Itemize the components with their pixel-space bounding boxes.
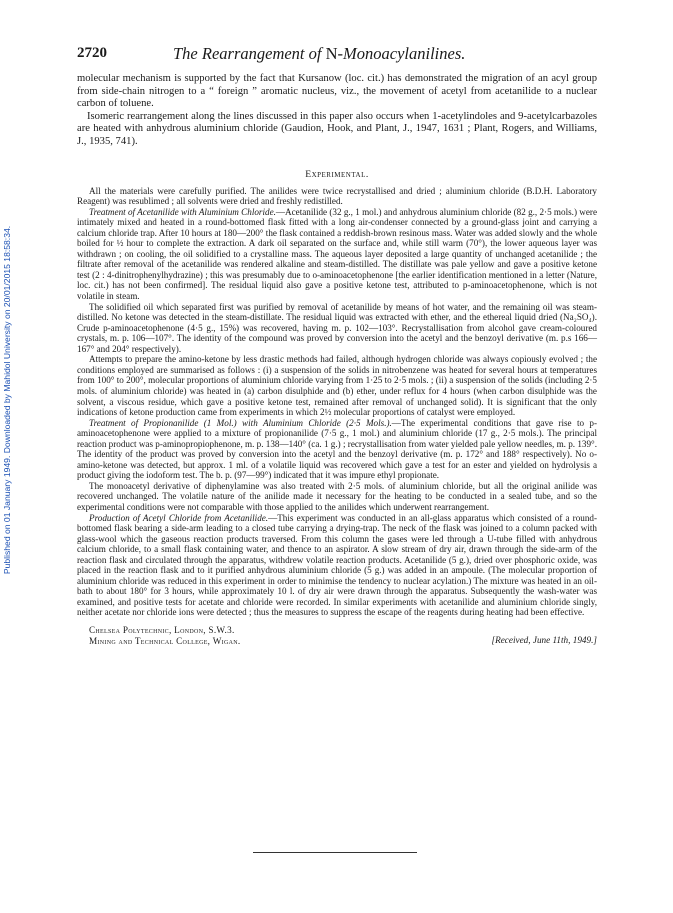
download-watermark bbox=[1, 140, 13, 660]
experimental-paragraph-1: All the materials were carefully purified. The anilides were twice recrystallised and dried ; aluminium chloride (B.D.H. Laboratory Reagent) was resublimed ; all solvents were dried and freshly redistilled. bbox=[77, 185, 597, 207]
experimental-paragraph-5 bbox=[77, 418, 597, 481]
affiliation-line-1: Chelsea Polytechnic, London, S.W.3. bbox=[89, 624, 235, 635]
running-title-part2: N bbox=[325, 44, 338, 63]
experimental-paragraph-3: The solidified oil which separated first was purified by removal of acetanilide by means of hot water, and the remaining oil was steam-distilled. No ketone was detected in the steam-distillate. The residual liquid was extracted with ether, and the ethereal liquid dried (Na₂SO₄). Crude p-aminoacetophenone (4·5 g., 15%) was recovered, having m. p. 102—103°. Recrystallisation from alcohol gave cream-coloured crystals, m. p. 106—107°. The identity of the compound was proved by conversion into the acetyl and the benzoyl derivative (m. p.s 166—167° and 204° respectively). bbox=[77, 301, 597, 354]
page-header bbox=[77, 45, 597, 65]
experimental-paragraph-2 bbox=[77, 207, 597, 302]
intro-paragraph-2: Isomeric rearrangement along the lines discussed in this paper also occurs when 1-acetylindoles and 9-acetylcarbazoles are heated with anhydrous aluminium chloride (Gaudion, Hook, and Plant, J., 1947, 1631 ; Plant, Rogers, and Williams, J., 1935, 741). bbox=[77, 110, 597, 147]
page-number: 2720 bbox=[77, 45, 107, 61]
received-date: [Received, June 11th, 1949.] bbox=[491, 634, 597, 645]
experimental-paragraph-2-lead: Treatment of Acetanilide with Aluminium Chloride. bbox=[89, 206, 276, 217]
article-footer bbox=[77, 625, 597, 649]
experimental-paragraph-2-text: —Acetanilide (32 g., 1 mol.) and anhydrous aluminium chloride (82 g., 2·5 mols.) were intimately mixed and heated in a round-bottomed flask fitted with a long air-condenser connected by a ground-glass joint and carrying a calcium chloride trap. After 10 hours at 180—200° the flask contained a reddish-brown resinous mass. Water was added slowly and the whole boiled for ½ hour to complete the extraction. A dark oil separated on the surface and, while still warm (70°), the lower aqueous layer was withdrawn ; on cooling, the oil solidified to a crystalline mass. The aqueous layer deposited a large quantity of unchanged acetanilide ; the filtrate after removal of the acetanilide was rendered alkaline and steam-distilled. The distillate was pale yellow and gave a positive ketone test (2 : 4-dinitrophenylhydrazine) ; this was presumably due to o-aminoacetophenone [the earlier identification mentioned in a letter (Nature, loc. cit.) has not been confirmed]. The residual liquid also gave a positive ketone test, attributed to p-aminoacetophenone, which is not volatile in steam. bbox=[77, 206, 598, 302]
running-title bbox=[173, 44, 465, 64]
experimental-paragraph-5-text: —The experimental conditions that gave rise to p-aminoacetophenone were applied to a mixture of propionanilide (7·5 g., 1 mol.) and aluminium chloride (17 g., 2·5 mols.). The principal reaction product was p-aminopropiophenone, m. p. 138—140° (ca. 1 g.) ; recrystallisation from water yielded pale yellow needles, m. p. 139°. The identity of the product was proved by conversion into the acetyl and the benzoyl derivative (m. p. 172° and 188° respectively). No o-amino-ketone was detected, but approx. 1 ml. of a volatile liquid was recovered which gave a test for an ester and yielded on hydrolysis a product giving the iodoform test. The b. p. (97—99°) indicated that it was impure ethyl propionate. bbox=[77, 417, 597, 481]
intro-paragraph-1: molecular mechanism is supported by the fact that Kursanow (loc. cit.) has demonstrated the migration of an acyl group from side-chain nitrogen to a “ foreign ” aromatic nucleus, viz., the movement of acetyl from acetanilide to a nuclear carbon of toluene. bbox=[77, 73, 597, 110]
running-title-part3: -Monoacylanilines. bbox=[337, 44, 466, 63]
experimental-paragraph-7 bbox=[77, 513, 597, 618]
experimental-paragraph-7-text: —This experiment was conducted in an all-glass apparatus which consisted of a round-bottomed flask bearing a side-arm leading to a closed tube carrying a drying-trap. The neck of the flask was joined to a column packed with glass-wool which the gaseous reaction products traversed. From this column the gases were led through a U-tube filled with anhydrous calcium chloride, to a small flask containing water, and thence to an aspirator. A slow stream of dry air, drawn through the side-arm of the reaction flask and circulated through the apparatus, withdrew volatile reaction products. Acetanilide (5 g.), dried over phosphoric oxide, was placed in the reaction flask and to it purified anhydrous aluminium chloride (5 g.) was added in an ampoule. (The molecular proportion of aluminium chloride was reduced in this experiment in order to minimise the tendency to nuclear acylation.) The mixture was heated in an oil-bath to about 180° for 3 hours, while approximately 10 l. of dry air were drawn through the apparatus. Subsequently the wash-water was examined, and positive tests for acetate and chloride were recorded. In similar experiments with acetanilide and aluminium chloride singly, neither acetate nor chloride ions were detected ; thus the measures to suppress the escape of the reagents during heating had been effective. bbox=[77, 512, 597, 618]
experimental-paragraph-6: The monoacetyl derivative of diphenylamine was also treated with 2·5 mols. of aluminium chloride, but all the original anilide was recovered unchanged. The volatile nature of the anilide made it necessary for the heating to be conducted in a sealed tube, and so the experimental conditions were not comparable with those applied to the anilides which underwent rearrangement. bbox=[77, 480, 597, 512]
affiliation-line-2: Mining and Technical College, Wigan. bbox=[89, 635, 241, 646]
experimental-paragraph-5-lead: Treatment of Propionanilide (1 Mol.) with Aluminium Chloride (2·5 Mols.). bbox=[89, 417, 392, 428]
experimental-heading: Experimental. bbox=[305, 168, 369, 180]
article-body bbox=[77, 73, 597, 649]
download-watermark-text: Published on 01 January 1949. Downloaded by Mahidol University on 20/01/2015 18:58:34. bbox=[2, 225, 13, 575]
experimental-paragraph-4: Attempts to prepare the amino-ketone by less drastic methods had failed, although hydrogen chloride was always copiously evolved ; the conditions employed are summarised as follows : (i) a suspension of the solids in nitrobenzene was heated for several hours at temperatures from 100° to 200°, molecular proportions of aluminium chloride varying from 1·25 to 2·5 mols. ; (ii) a suspension of the solids (including 2·5 mols. of aluminium chloride) was heated in (a) carbon disulphide and (b) ether, under reflux for 4 hours (when carbon disulphide was the solvent, a viscous residue, which gave a positive ketone test, remained after removal of unchanged solid). It is significant that the only indications of ketone production came from experiments in which 2½ molecular proportions of catalyst were employed. bbox=[77, 354, 597, 418]
experimental-paragraph-7-lead: Production of Acetyl Chloride from Acetanilide. bbox=[89, 512, 269, 523]
affiliations bbox=[89, 625, 240, 647]
end-rule bbox=[253, 852, 417, 853]
running-title-part1: The Rearrangement of bbox=[173, 44, 326, 63]
